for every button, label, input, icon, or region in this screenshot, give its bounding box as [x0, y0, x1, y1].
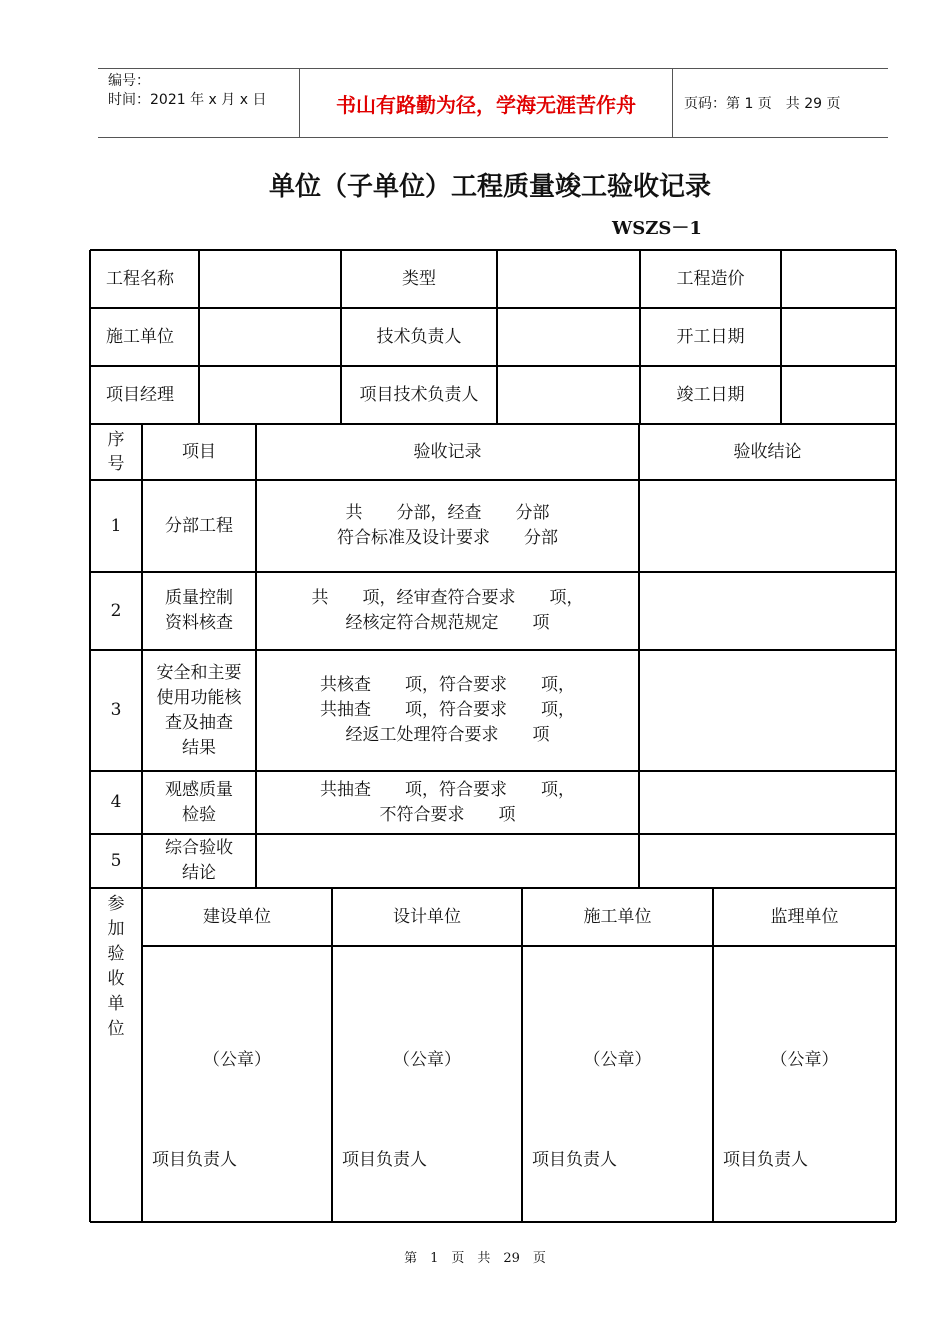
table-rule: [90, 307, 896, 309]
table-rule: [895, 250, 897, 1222]
row-conclusion-field[interactable]: [639, 834, 896, 888]
project-lead-field-text: 项目负责人: [342, 1149, 427, 1170]
table-rule: [331, 888, 333, 1222]
row-seq: [90, 480, 142, 572]
table-rule: [90, 833, 896, 835]
table-rule: [496, 250, 498, 424]
info-label-text: 类型: [402, 268, 436, 289]
row-record-text: 共 分部，经查 分部 符合标准及设计要求 分部: [337, 503, 558, 548]
seal-placeholder-text: （公章）: [583, 1049, 652, 1070]
row-seq-text: 1: [110, 515, 122, 536]
info-label-text: 项目经理: [106, 384, 174, 405]
header-divider: [672, 69, 673, 137]
participant-unit-name-text: 建设单位: [203, 906, 271, 927]
project-lead-field[interactable]: [522, 1138, 713, 1182]
row-record[interactable]: [256, 771, 639, 834]
row-item: [142, 771, 256, 834]
document-code: WSZS－1: [612, 218, 702, 239]
row-item: [142, 572, 256, 650]
row-seq-text: 4: [110, 792, 122, 812]
row-seq-text: 2: [110, 600, 122, 621]
participant-unit-name-text: 设计单位: [393, 906, 461, 927]
table-rule: [712, 888, 714, 1222]
seal-placeholder: [332, 1038, 522, 1082]
row-record[interactable]: [256, 572, 639, 650]
acceptance-table: [90, 250, 896, 1222]
participant-unit-name: [332, 888, 522, 946]
row-seq-text: 5: [110, 850, 122, 871]
info-label-text: 工程名称: [106, 268, 174, 289]
table-rule: [90, 479, 896, 481]
row-item-text: 安全和主要 使用功能核 查及抽查 结果: [156, 662, 242, 758]
document-title: 单位（子单位）工程质量竣工验收记录: [268, 172, 711, 202]
seal-placeholder: [142, 1038, 332, 1082]
info-label-text: 技术负责人: [376, 326, 462, 347]
info-value-field[interactable]: [781, 366, 896, 424]
table-rule: [255, 424, 257, 888]
table-rule: [89, 250, 91, 1222]
row-seq-text: 3: [110, 700, 122, 720]
table-rule: [90, 423, 896, 425]
row-conclusion-field[interactable]: [639, 771, 896, 834]
table-rule: [780, 250, 782, 424]
row-item-text: 综合验收 结论: [165, 838, 233, 883]
project-lead-field-text: 项目负责人: [532, 1149, 617, 1170]
page-header: [98, 68, 888, 138]
row-seq: [90, 650, 142, 771]
column-header-seq-text: 序号: [107, 430, 125, 474]
row-record[interactable]: [256, 480, 639, 572]
row-item: [142, 650, 256, 771]
table-rule: [90, 770, 896, 772]
participant-unit-name: [522, 888, 713, 946]
info-value-field[interactable]: [781, 308, 896, 366]
number-label: 编号：: [108, 73, 150, 89]
column-header-record-text: 验收记录: [413, 441, 482, 462]
project-lead-field-text: 项目负责人: [723, 1149, 808, 1170]
info-label-text: 竣工日期: [676, 384, 745, 405]
info-value-field[interactable]: [199, 308, 341, 366]
info-label: [90, 308, 199, 366]
seal-placeholder-text: （公章）: [203, 1049, 271, 1070]
row-item: [142, 834, 256, 888]
seal-placeholder-text: （公章）: [393, 1049, 461, 1070]
table-rule: [90, 249, 896, 251]
table-rule: [639, 250, 641, 424]
row-conclusion-field[interactable]: [639, 572, 896, 650]
project-lead-field[interactable]: [713, 1138, 896, 1182]
info-label-text: 项目技术负责人: [359, 384, 479, 405]
table-rule: [90, 365, 896, 367]
seal-placeholder: [522, 1038, 713, 1082]
info-label: [640, 366, 781, 424]
table-rule: [340, 250, 342, 424]
header-meta: [108, 72, 266, 110]
info-label: [90, 250, 199, 308]
time-label: 时间：2021 年 x 月 x 日: [108, 92, 267, 108]
column-header-item-text: 项目: [182, 441, 216, 462]
row-conclusion-field[interactable]: [639, 480, 896, 572]
info-value-field[interactable]: [781, 250, 896, 308]
header-motto: 书山有路勤为径，学海无涯苦作舟: [336, 92, 636, 117]
column-header-item: [142, 424, 256, 480]
seal-placeholder: [713, 1038, 896, 1082]
column-header-seq: [90, 424, 142, 480]
info-value-field[interactable]: [199, 366, 341, 424]
seal-placeholder-text: （公章）: [770, 1049, 839, 1070]
row-record[interactable]: [256, 650, 639, 771]
project-lead-field[interactable]: [142, 1138, 332, 1182]
column-header-conclusion: [639, 424, 896, 480]
row-record[interactable]: [256, 834, 639, 888]
participants-label-text: 参 加 验 收 单 位: [107, 894, 125, 1039]
header-page-info: 页码：第 1 页 共 29 页: [684, 96, 841, 112]
row-item-text: 分部工程: [165, 515, 233, 536]
table-rule: [141, 424, 143, 1222]
table-rule: [198, 250, 200, 424]
table-rule: [142, 945, 896, 947]
participants-label: [90, 888, 142, 1222]
info-label-text: 施工单位: [106, 326, 174, 347]
participant-unit-name-text: 施工单位: [583, 906, 652, 927]
column-header-conclusion-text: 验收结论: [733, 441, 802, 462]
info-label: [90, 366, 199, 424]
row-seq: [90, 771, 142, 834]
table-rule: [90, 649, 896, 651]
project-lead-field-text: 项目负责人: [152, 1149, 237, 1170]
info-label: [341, 250, 497, 308]
row-seq: [90, 572, 142, 650]
info-value-field[interactable]: [497, 250, 640, 308]
info-value-field[interactable]: [497, 366, 640, 424]
table-rule: [638, 424, 640, 888]
project-lead-field[interactable]: [332, 1138, 522, 1182]
info-label: [341, 308, 497, 366]
page-footer: 第 1 页 共 29 页: [404, 1251, 546, 1266]
row-record-text: 共核查 项，符合要求 项， 共抽查 项，符合要求 项， 经返工处理符合要求 项: [320, 675, 575, 745]
table-rule: [521, 888, 523, 1222]
row-item-text: 观感质量 检验: [165, 779, 233, 825]
row-item-text: 质量控制 资料核查: [165, 588, 233, 633]
info-label-text: 工程造价: [676, 268, 745, 289]
participant-unit-name-text: 监理单位: [770, 906, 839, 927]
row-item: [142, 480, 256, 572]
column-header-record: [256, 424, 639, 480]
participant-unit-name: [713, 888, 896, 946]
row-seq: [90, 834, 142, 888]
table-rule: [90, 571, 896, 573]
row-conclusion-field[interactable]: [639, 650, 896, 771]
row-record-text: 共抽查 项，符合要求 项， 不符合要求 项: [320, 779, 575, 825]
info-label: [640, 250, 781, 308]
table-rule: [90, 887, 896, 889]
info-value-field[interactable]: [199, 250, 341, 308]
info-label-text: 开工日期: [676, 326, 745, 347]
info-value-field[interactable]: [497, 308, 640, 366]
info-label: [640, 308, 781, 366]
info-label: [341, 366, 497, 424]
row-record-text: 共 项，经审查符合要求 项， 经核定符合规范规定 项: [311, 588, 584, 633]
participant-unit-name: [142, 888, 332, 946]
table-rule: [90, 1221, 896, 1223]
